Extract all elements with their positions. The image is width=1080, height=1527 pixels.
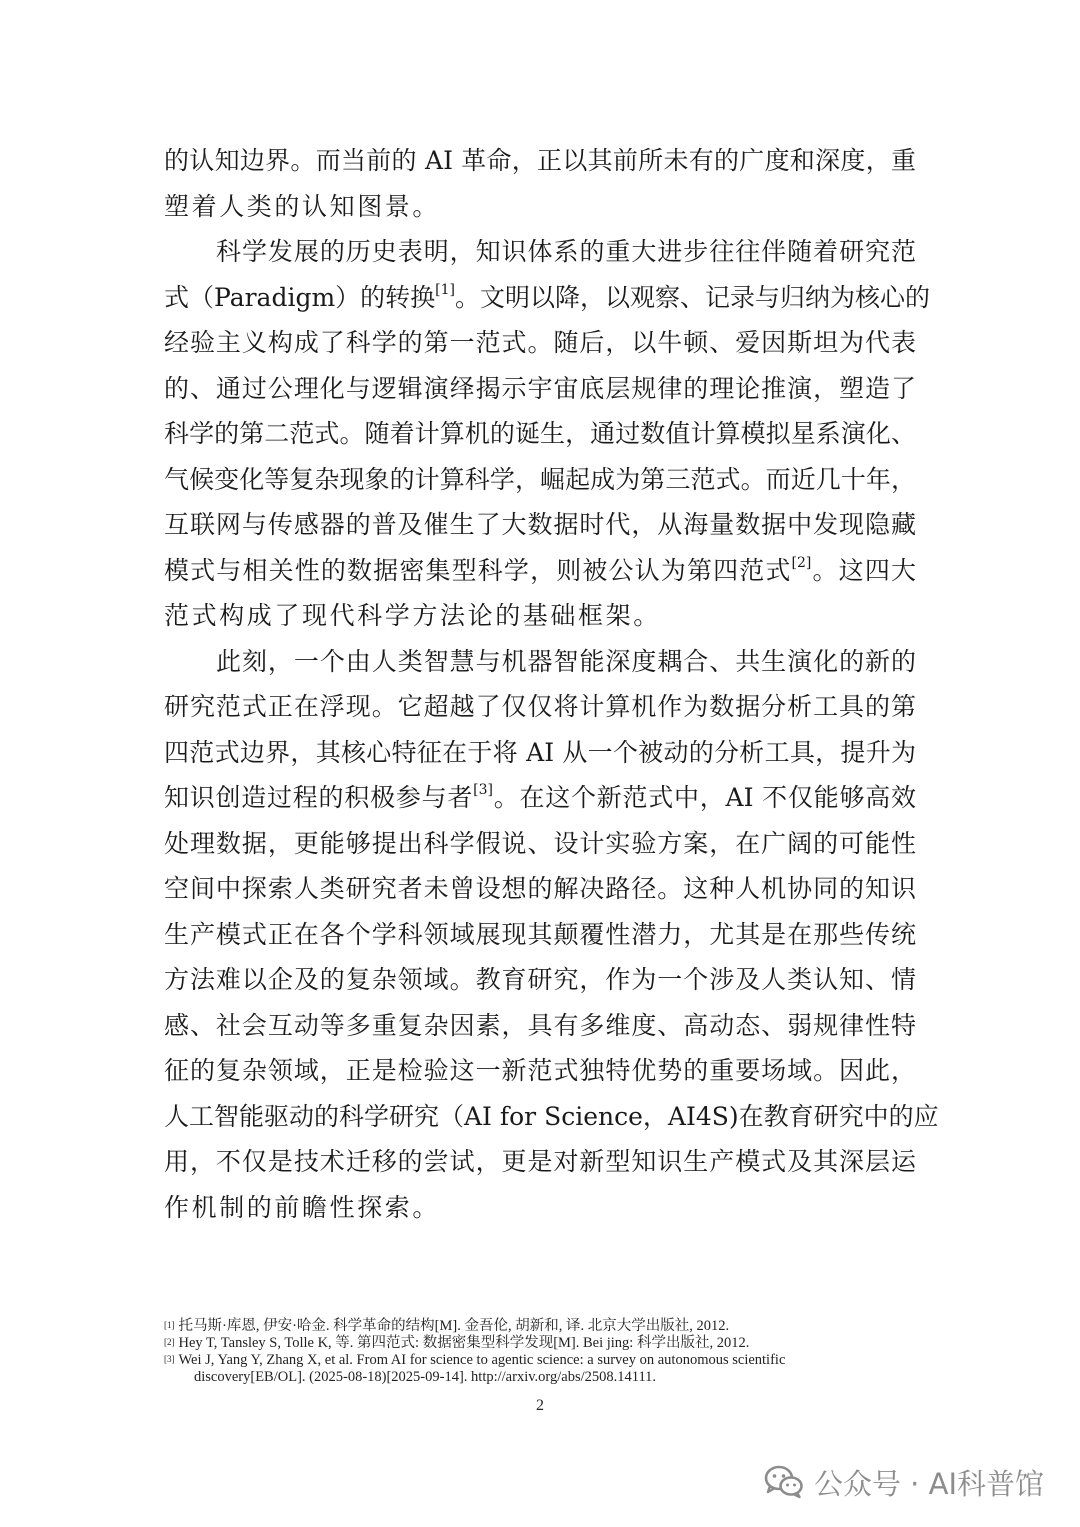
body-line: 互联网与传感器的普及催生了大数据时代，从海量数据中发现隐藏 xyxy=(164,510,916,539)
paragraph-start: 此刻，一个由人类智慧与机器智能深度耦合、共生演化的新的 xyxy=(216,646,916,676)
body-line: 的、通过公理化与逻辑演绎揭示宇宙底层规律的理论推演，塑造了 xyxy=(164,373,916,403)
body-line: 人工智能驱动的科学研究（AI for Science，AI4S)在教育研究中的应 xyxy=(164,1101,939,1131)
body-line: 方法难以企及的复杂领域。教育研究，作为一个涉及人类认知、情 xyxy=(164,965,916,994)
body-text xyxy=(164,138,939,1230)
body-line: 科学的第二范式。随着计算机的诞生，通过数值计算模拟星系演化、 xyxy=(164,419,916,448)
footnote-text: 托马斯·库恩, 伊安·哈金. 科学革命的结构[M]. 金吾伦, 胡新和, 译. 北京大学出版社, 2012. xyxy=(178,1318,730,1334)
watermark xyxy=(764,1462,1044,1502)
body-line: 感、社会互动等多重复杂因素，具有多维度、高动态、弱规律性特 xyxy=(164,1010,916,1040)
body-line: 气候变化等复杂现象的计算科学，崛起成为第三范式。而近几十年， xyxy=(164,464,916,494)
body-line xyxy=(164,775,916,821)
citation-3: [3] xyxy=(473,782,493,798)
body-line-text: 模式与相关性的数据密集型科学，则被公认为第四范式 xyxy=(164,555,792,585)
footnotes xyxy=(164,1318,924,1386)
citation-2: [2] xyxy=(791,554,812,571)
wechat-icon xyxy=(764,1465,804,1499)
watermark-text: 公众号 · AI科普馆 xyxy=(813,1466,1044,1501)
body-line-text: 。在这个新范式中，AI 不仅能够高效 xyxy=(492,783,916,812)
body-line: 作机制的前瞻性探索。 xyxy=(164,1192,441,1222)
body-line: 塑着人类的认知图景。 xyxy=(164,191,441,221)
footnote-3-continuation: discovery[EB/OL]. (2025-08-18)[2025-09-14]. http://arxiv.org/abs/2508.14111. xyxy=(194,1369,657,1385)
body-line-text: 。文明以降，以观察、记录与归纳为核心的 xyxy=(455,282,931,312)
citation-1: [1] xyxy=(435,281,456,298)
page-number: 2 xyxy=(536,1397,544,1414)
body-line-text: 知识创造过程的积极参与者 xyxy=(164,783,474,812)
body-line xyxy=(164,275,931,321)
body-line: 经验主义构成了科学的第一范式。随后，以牛顿、爱因斯坦为代表 xyxy=(164,328,916,357)
body-line: 空间中探索人类研究者未曾设想的解决路径。这种人机协同的知识 xyxy=(164,874,916,903)
body-line: 的认知边界。而当前的 AI 革命，正以其前所未有的广度和深度，重 xyxy=(164,146,916,175)
paragraph-start: 科学发展的历史表明，知识体系的重大进步往往伴随着研究范 xyxy=(216,237,916,266)
body-line: 征的复杂领域，正是检验这一新范式独特优势的重要场域。因此， xyxy=(164,1056,916,1085)
footnote-3 xyxy=(164,1352,924,1369)
body-line-text: 。这四大 xyxy=(811,555,916,585)
footnote-2 xyxy=(164,1335,924,1352)
footnote-text: Hey T, Tansley S, Tolle K, 等. 第四范式: 数据密集型科学发现[M]. Bei jing: 科学出版社, 2012. xyxy=(178,1335,750,1351)
body-line: 处理数据，更能够提出科学假说、设计实验方案，在广阔的可能性 xyxy=(164,828,916,858)
footnote-text: Wei J, Yang Y, Zhang X, et al. From AI for science to agentic science: a survey on autonomous scientific xyxy=(178,1352,786,1368)
body-line: 生产模式正在各个学科领域展现其颠覆性潜力，尤其是在那些传统 xyxy=(164,919,916,949)
body-line-text: 式（Paradigm）的转换 xyxy=(164,282,436,312)
body-line xyxy=(164,548,916,594)
body-line: 研究范式正在浮现。它超越了仅仅将计算机作为数据分析工具的第 xyxy=(164,692,916,721)
footnote-mark: [1] xyxy=(164,1320,175,1330)
body-line: 范式构成了现代科学方法论的基础框架。 xyxy=(164,601,661,630)
body-line: 用，不仅是技术迁移的尝试，更是对新型知识生产模式及其深层运 xyxy=(164,1147,916,1176)
footnote-1 xyxy=(164,1318,924,1335)
footnote-mark: [3] xyxy=(164,1354,175,1364)
footnote-mark: [2] xyxy=(164,1337,175,1347)
body-line: 四范式边界，其核心特征在于将 AI 从一个被动的分析工具，提升为 xyxy=(164,737,916,767)
